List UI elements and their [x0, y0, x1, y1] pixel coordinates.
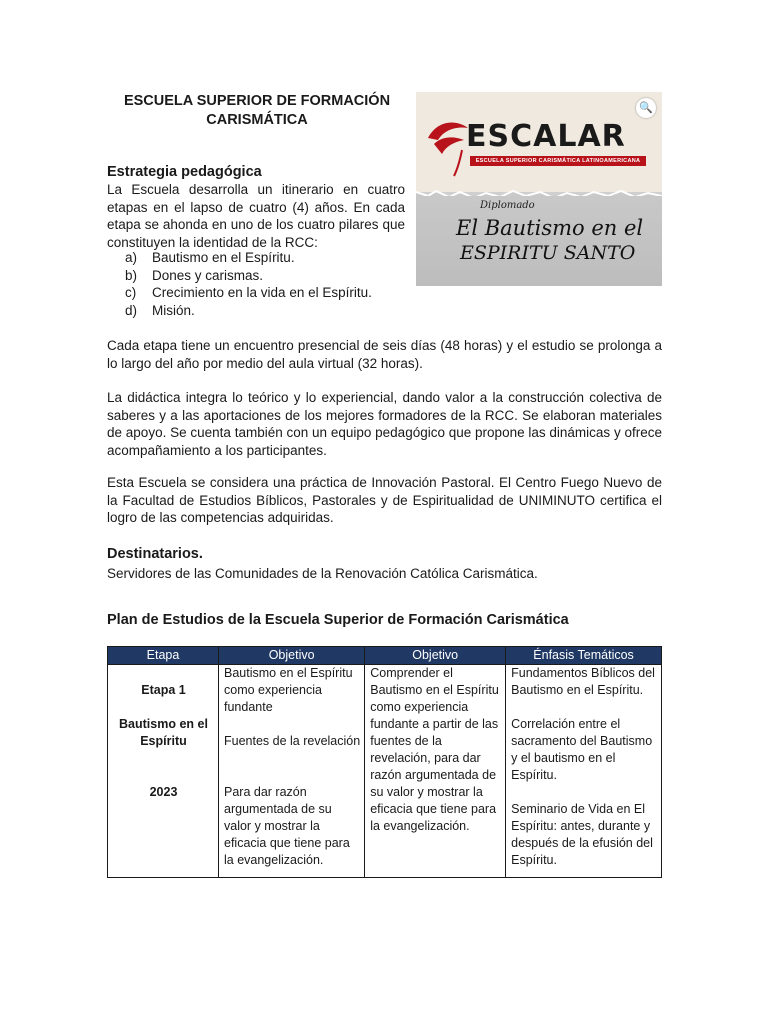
stage-year: 2023	[149, 785, 178, 799]
audience-text: Servidores de las Comunidades de la Renovación Católica Carismática.	[107, 566, 538, 581]
objective-item: Fuentes de la revelación	[224, 734, 361, 748]
table-header-row	[108, 647, 662, 665]
zoom-search-icon[interactable]: 🔍	[636, 98, 656, 118]
objective-cell	[219, 665, 365, 878]
promo-bottom-panel	[416, 196, 662, 286]
list-item	[107, 267, 372, 285]
list-marker: b)	[125, 267, 138, 283]
promo-course-title-line-2: ESPIRITU SANTO	[460, 242, 636, 264]
paragraph-didactics: La didáctica integra lo teórico y lo experiencial, dando valor a la construcción colectiva de saberes y a las aportaciones de los mejores formadores de la RCC. Se elaboran materiales de apoyo. Se cuenta también con un equipo pedagógico que propone las dinámicas y ofrece acompañamiento a los participantes.	[107, 390, 662, 458]
page-title	[108, 92, 406, 130]
objective-item: Para dar razón argumentada de su valor y mostrar la eficacia que tiene para la evangelización.	[224, 785, 350, 867]
column-header: Énfasis Temáticos	[506, 647, 662, 665]
topic-item: Correlación entre el sacramento del Bautismo y el bautismo en el Espíritu.	[511, 717, 653, 782]
title-line-1: ESCUELA SUPERIOR DE FORMACIÓN	[123, 93, 391, 109]
promo-course-title-line-1: El Bautismo en el	[456, 216, 644, 240]
list-marker: a)	[125, 250, 138, 265]
list-marker: d)	[125, 302, 138, 318]
plan-heading: Plan de Estudios de la Escuela Superior de Formación Carismática	[107, 612, 569, 628]
stage-cell	[108, 665, 219, 878]
pillars-list	[107, 249, 372, 319]
topic-item: Fundamentos Bíblicos del Bautismo en el Espíritu.	[511, 666, 655, 697]
list-item-text: Bautismo en el Espíritu.	[152, 250, 295, 265]
stage-label: Etapa 1	[141, 683, 186, 697]
table-row	[108, 665, 662, 878]
column-header: Etapa	[108, 647, 219, 665]
topic-item: Seminario de Vida en El Espíritu: antes, durante y después de la efusión del Espíritu.	[511, 802, 653, 867]
objective-item: Bautismo en el Espíritu como experiencia fundante	[224, 666, 353, 714]
stage-name: Bautismo en el Espíritu	[119, 717, 208, 748]
paragraph-certification: Esta Escuela se considera una práctica de Innovación Pastoral. El Centro Fuego Nuevo de la Facultad de Estudios Bíblicos, Pastorales y de Espiritualidad de UNIMINUTO certifica el logro de las competencias adquiridas.	[107, 475, 662, 525]
list-item	[107, 302, 372, 320]
study-plan-table	[107, 646, 662, 878]
promo-kicker: Diplomado	[480, 200, 535, 211]
course-promo-image	[416, 92, 662, 286]
column-header: Objetivo	[219, 647, 365, 665]
topics-cell	[506, 665, 662, 878]
list-item	[107, 284, 372, 302]
column-header: Objetivo	[365, 647, 506, 665]
list-marker: c)	[125, 285, 137, 300]
list-item-text: Dones y carismas.	[152, 267, 264, 283]
dove-flame-logo-icon	[424, 110, 472, 180]
audience-heading: Destinatarios.	[107, 546, 203, 562]
strategy-heading: Estrategia pedagógica	[107, 164, 262, 180]
title-line-2: CARISMÁTICA	[206, 112, 308, 128]
promo-logo: ESCALAR	[466, 119, 626, 154]
list-item-text: Misión.	[152, 302, 195, 318]
list-item-text: Crecimiento en la vida en el Espíritu.	[152, 285, 372, 300]
objective-text: Comprender el Bautismo en el Espíritu como experiencia fundante a partir de las fuentes de la revelación, para dar razón argumentada de su valor y mostrar la eficacia que tiene para la evangelización.	[370, 666, 499, 833]
objective-cell	[365, 665, 506, 878]
list-item	[107, 249, 372, 267]
promo-logo-subtitle: ESCUELA SUPERIOR CARISMÁTICA LATINOAMERICANA	[470, 156, 646, 166]
paragraph-stages: Cada etapa tiene un encuentro presencial de seis días (48 horas) y el estudio se prolonga a lo largo del año por medio del aula virtual (32 horas).	[107, 338, 662, 371]
strategy-intro: La Escuela desarrolla un itinerario en cuatro etapas en el lapso de cuatro (4) años. En cada etapa se ahonda en uno de los cuatro pilares que constituyen la identidad de la RCC:	[107, 182, 405, 250]
